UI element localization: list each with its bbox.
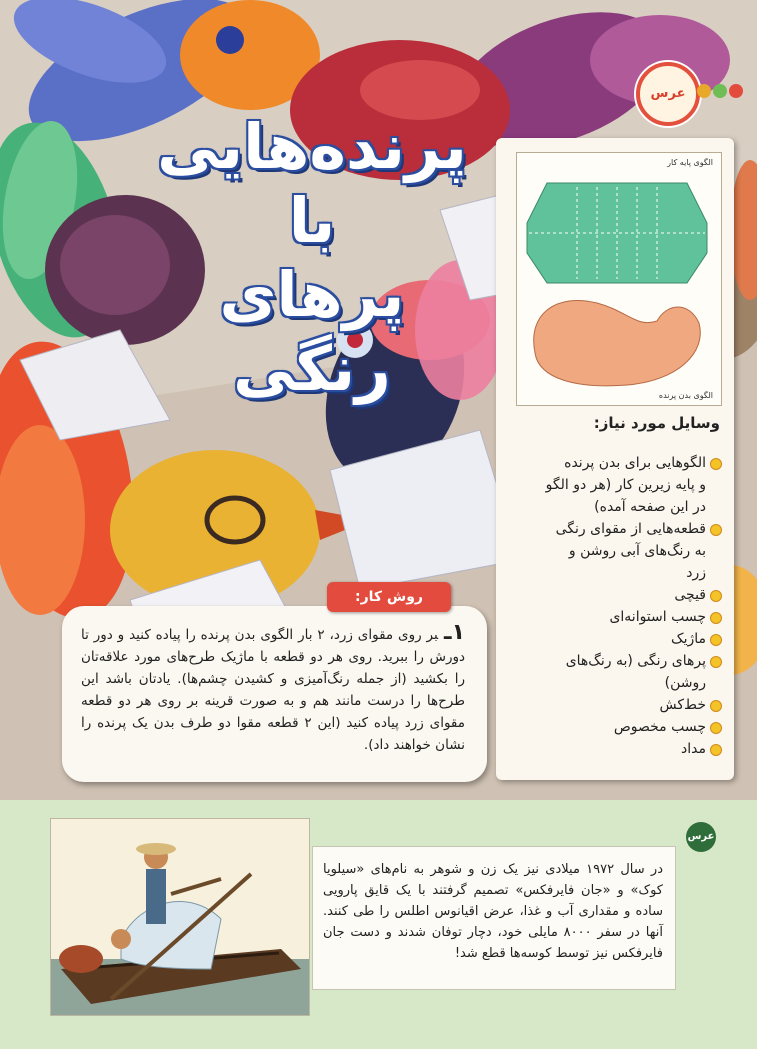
body-pattern-shape — [534, 300, 701, 385]
pattern-drawings — [517, 153, 721, 405]
list-item: مداد — [512, 738, 722, 760]
section-logo-badge: عرس — [686, 822, 716, 852]
list-item: قطعه‌هایی از مقوای رنگی — [512, 518, 722, 540]
list-item: الگوهایی برای بدن پرنده — [512, 452, 722, 474]
fact-box — [312, 846, 676, 990]
page-title — [132, 110, 492, 406]
decor-dot — [697, 84, 711, 98]
badge-label: عرس — [650, 86, 686, 101]
method-box — [62, 606, 487, 782]
materials-heading: وسایل مورد نیاز: — [593, 414, 720, 432]
list-item: ماژیک — [512, 628, 722, 650]
list-item: و پایه زیرین کار (هر دو الگو — [545, 477, 706, 493]
list-item: چسب مخصوص — [512, 716, 722, 738]
decor-dot — [729, 84, 743, 98]
list-item: پرهای رنگی (به رنگ‌های — [512, 650, 722, 672]
list-item: در این صفحه آمده) — [594, 499, 706, 515]
body-pattern-label: الگوی بدن پرنده — [658, 391, 713, 400]
list-item: زرد — [686, 565, 706, 581]
method-tab-label: روش کار: — [327, 582, 451, 612]
list-item: قیچی — [512, 584, 722, 606]
decor-dot — [713, 84, 727, 98]
method-step-1 — [81, 622, 465, 756]
magazine-logo-badge — [636, 62, 700, 126]
list-item: روشن) — [664, 675, 706, 691]
boat-drawing — [51, 819, 309, 1015]
title-line-1: پرنده‌هایی با — [157, 110, 467, 257]
materials-panel — [496, 138, 734, 780]
list-item: چسب استوانه‌ای — [512, 606, 722, 628]
base-pattern-label: الگوی پایه کار — [667, 158, 713, 167]
fact-section — [0, 800, 757, 1049]
materials-list — [512, 452, 722, 760]
list-item: به رنگ‌های آبی روشن و — [568, 543, 706, 559]
step-number: ۱ـ — [444, 620, 465, 645]
rowing-boat-illustration — [50, 818, 310, 1016]
list-item: خط‌کش — [512, 694, 722, 716]
step-text: بر روی مقوای زرد، ۲ بار الگوی بدن پرنده را پیاده کنید و دور تا دورش را ببرید. روی هر دو قطعه با ماژیک طرح‌های مورد علاقه‌تان را بکشید (از جمله رنگ‌آمیزی و کشیدن چشم‌ها). یادتان باشد این طرح‌ها را درست مانند هم و به صورت قرینه بر روی هر دو قطعه مقوای زرد پیاده کنید (این ۲ قطعه مقوا دو طرف بدن یک پرنده را نشان خواهند داد). — [81, 627, 465, 753]
fact-text: در سال ۱۹۷۲ میلادی نیز یک زن و شوهر به نام‌های «سیلویا کوک» و «جان فایرفکس» تصمیم گرفتند با یک قایق پارویی ساده و مقداری آب و غذا، عرض اقیانوس اطلس را طی کنند. آنها در سفر ۸۰۰۰ مایلی خود، دچار توفان شدند و دست جان فایرفکس نیز توسط کوسه‌ها قطع شد! — [323, 862, 663, 961]
pattern-templates — [516, 152, 722, 406]
title-line-2: پرهای رنگی — [219, 258, 405, 405]
